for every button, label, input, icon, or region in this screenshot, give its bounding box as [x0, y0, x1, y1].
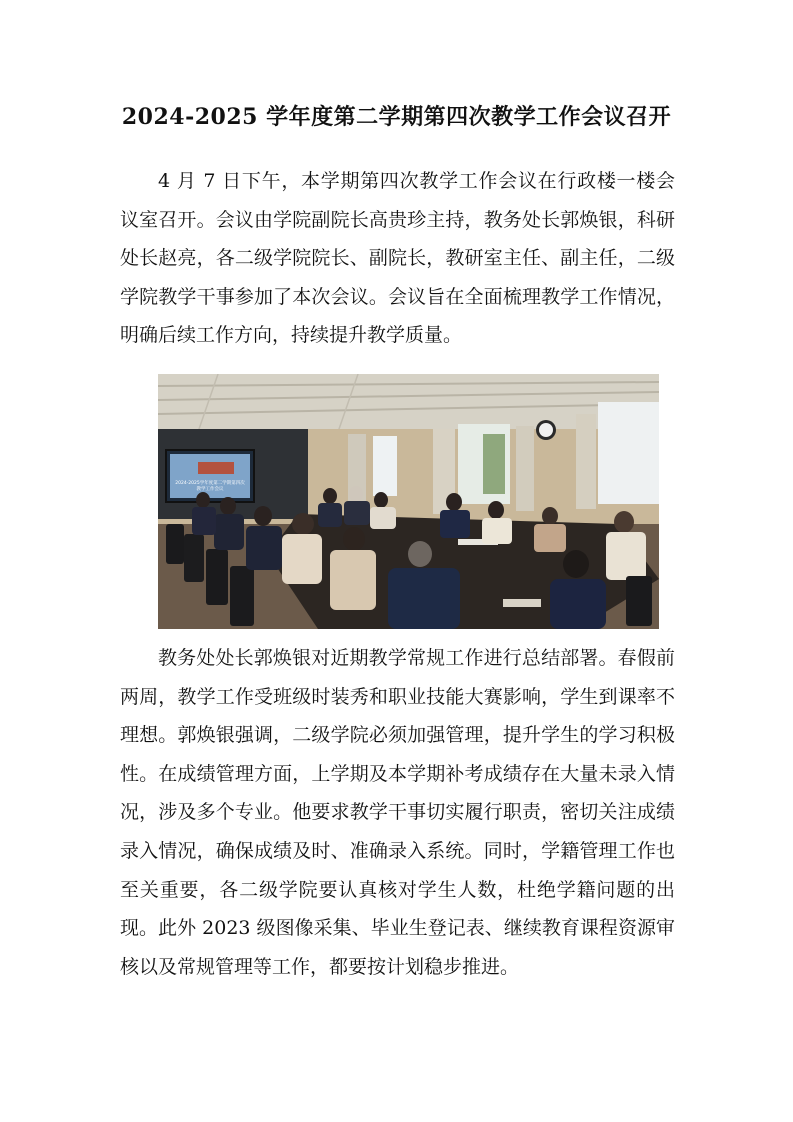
screen-text-line-1: 2024-2025学年度第二学期第四次	[175, 481, 245, 486]
projection-screen	[166, 450, 254, 502]
article-paragraph-1: 4 月 7 日下午，本学期第四次教学工作会议在行政楼一楼会议室召开。会议由学院副院长高贵珍主持，教务处长郭焕银，科研处长赵亮，各二级学院院长、副院长，教研室主任、副主任，二级学院教学干事参加了本次会议。会议旨在全面梳理教学工作情况，明确后续工作方向，持续提升教学质量。	[120, 170, 675, 347]
screen-text-line-2: 教学工作会议	[196, 487, 224, 492]
article-paragraph-2: 教务处处长郭焕银对近期教学常规工作进行总结部署。春假前两周，教学工作受班级时装秀和职业技能大赛影响，学生到课率不理想。郭焕银强调，二级学院必须加强管理，提升学生的学习积极性。在成绩管理方面，上学期及本学期补考成绩存在大量未录入情况，涉及多个专业。他要求教学干事切实履行职责，密切关注成绩录入情况，确保成绩及时、准确录入系统。同时，学籍管理工作也至关重要，各二级学院要认真核对学生人数，杜绝学籍问题的出现。此外 2023 级图像采集、毕业生登记表、继续教育课程资源审核以及常规管理等工作，都要按计划稳步推进。	[120, 647, 675, 978]
meeting-photo	[158, 374, 659, 629]
article-title: 2024-2025 学年度第二学期第四次教学工作会议召开	[121, 104, 672, 130]
